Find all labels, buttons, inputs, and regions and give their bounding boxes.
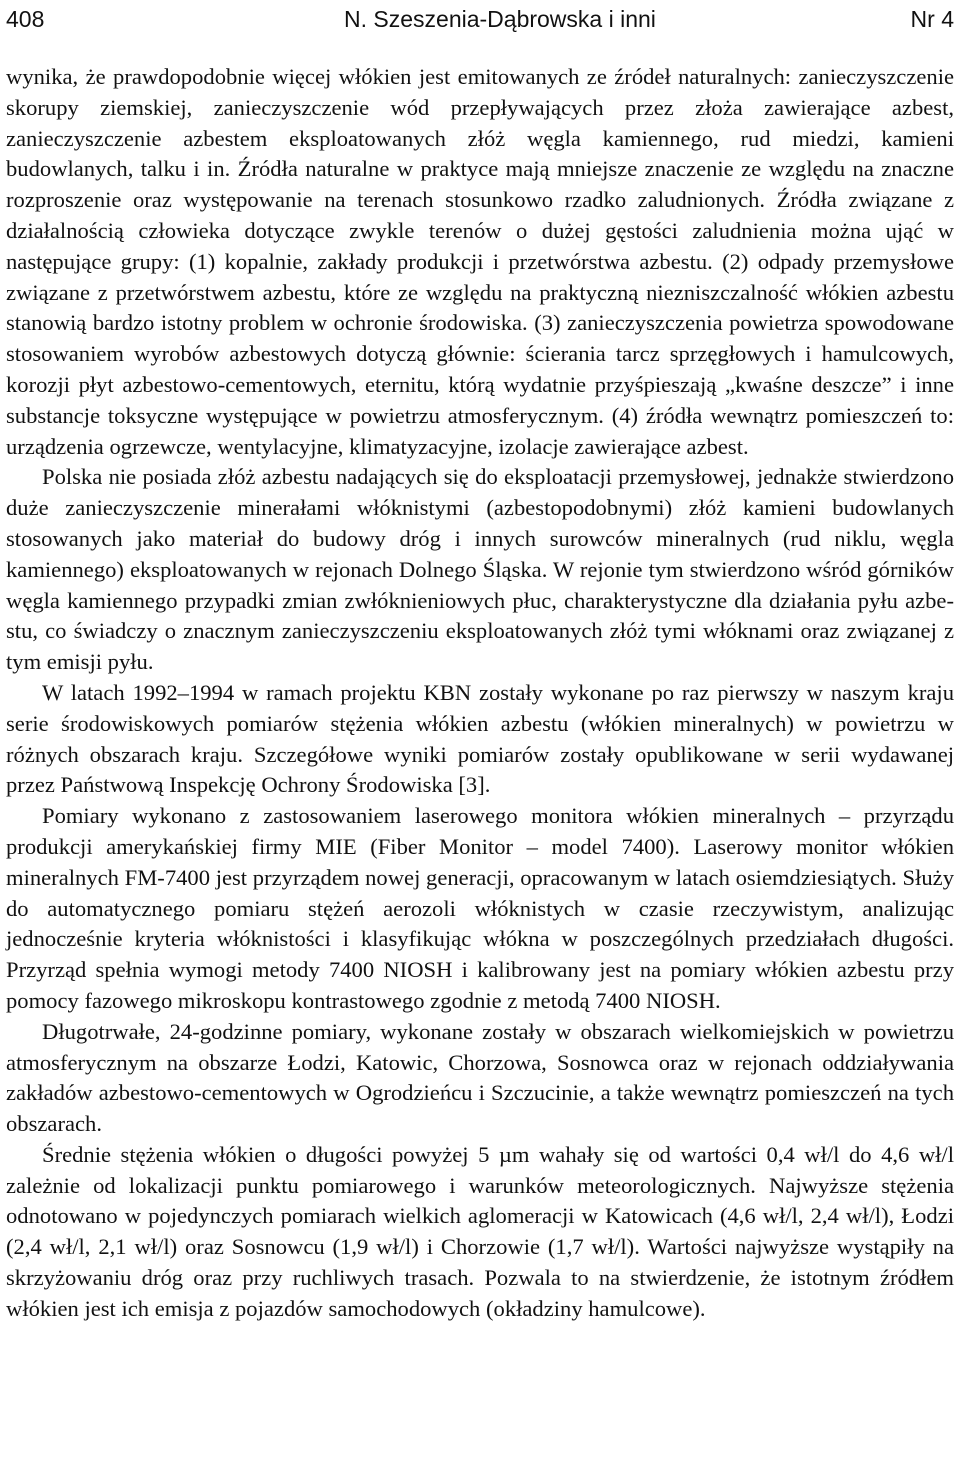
- paragraph-sources: wynika, że prawdopodobnie więcej włókien jest emitowanych ze źródeł naturalnych: zanieczyszczenie skorupy ziemskiej, zanieczyszczenie wód przepływających przez złoża zawierające azbest, zanieczyszczenie azbestem eksploatowanych złóż węgla kamiennego, rud miedzi, kamieni budowlanych, talku i in. Źródła naturalne w praktyce mają mniejsze znaczenie ze względu na znaczne rozproszenie oraz występowanie na terenach stosunkowo rzadko zaludnionych. Źródła związane z działalnością człowieka dotyczące zwykle terenów o dużej gęstości zaludnienia można ująć w następujące grupy: (1) kopalnie, zakłady produkcji i przetwórstwa azbestu. (2) odpady przemysłowe związane z przetwórstwem azbestu, które ze względu na praktyczną niezniszczalność włókien azbestu stanowią bardzo istotny problem w ochronie środowiska. (3) zanieczyszczenia powietrza spowodowane stosowaniem wyrobów azbestowych dotyczą głównie: ścierania tarcz sprzęgłowych i hamulcowych, korozji płyt azbestowo-cementowych, eternitu, którą wydatnie przyśpieszają „kwaśne deszcze” i inne substancje toksyczne występujące w powietrzu atmosferycznym. (4) źródła wewnątrz pomieszczeń to: urządzenia ogrzewcze, wentylacyjne, klimatyzacyjne, izolacje zawierające azbest.: [6, 64, 954, 459]
- paragraph-poland-deposits: Polska nie posiada złóż azbestu nadających się do eksploatacji przemysłowej, jednakże stwierdzono duże zanieczyszczenie minerałami włóknistymi (azbestopodobnymi) złóż kamieni budowlanych stosowanych jako materiał do budowy dróg i innych surowców mineralnych (rud niklu, węgla kamiennego) eksploatowanych w rejonach Dolnego Śląska. W rejonie tym stwierdzono wśród górników węgla kamiennego przypadki zmian zwłóknieniowych płuc, charakterystyczne dla działania pyłu azbestu, co świadczy o znacznym zanieczyszczeniu eksploatowanych złóż tymi włóknami oraz związanej z tym emisji pyłu.: [6, 464, 954, 675]
- page-number: 408: [6, 6, 45, 32]
- page: [6, 0, 954, 1325]
- issue-number: Nr 4: [910, 6, 954, 32]
- paragraph-long-term-measurements: Długotrwałe, 24-godzinne pomiary, wykonane zostały w obszarach wielkomiejskich w powietrzu atmosferycznym na obszarze Łodzi, Katowic, Chorzowa, Sosnowca oraz w rejonach oddziaływania zakładów azbestowo-cementowych w Ogrodzieńcu i Szczucinie, a także wewnątrz pomieszczeń na tych obszarach.: [6, 1018, 954, 1137]
- running-head: [6, 4, 954, 40]
- paragraph-kbn-project: W latach 1992–1994 w ramach projektu KBN zostały wykonane po raz pierwszy w naszym kraju serie środowiskowych pomiarów stężenia włókien azbestu (włókien mineralnych) w powietrzu w różnych obszarach kraju. Szczegółowe wyniki pomiarów zostały opublikowane w serii wydawanej przez Państwową Inspekcję Ochrony Środowiska [3].: [6, 679, 954, 798]
- paragraph-measurement-method: Pomiary wykonano z zastosowaniem laserowego monitora włókien mineralnych – przyrządu produkcji amerykańskiej firmy MIE (Fiber Monitor – model 7400). Laserowy monitor włókien mineralnych FM-7400 jest przyrządem nowej generacji, opracowanym w latach osiemdziesiątych. Służy do automatycznego pomiaru stężeń aerozoli włóknistych w czasie rzeczywistym, analizując jednocześnie kryteria włóknistości i klasyfikując włókna w poszczególnych przedziałach długości. Przyrząd spełnia wymogi metody 7400 NIOSH i kalibrowany jest na pomiary włókien azbestu przy pomocy fazowego mikroskopu kontrastowego zgodnie z metodą 7400 NIOSH.: [6, 803, 954, 1013]
- running-head-authors: N. Szeszenia-Dąbrowska i inni: [344, 6, 656, 32]
- paragraph-results: Średnie stężenia włókien o długości powyżej 5 µm wahały się od wartości 0,4 wł/l do 4,6 wł/l zależnie od lokalizacji punktu pomiarowego i warunków meteorologicznych. Najwyższe stężenia odnotowano w pojedynczych pomiarach wielkich aglomeracji w Katowicach (4,6 wł/l, 2,4 wł/l), Łodzi (2,4 wł/l, 2,1 wł/l) oraz Sosnowcu (1,9 wł/l) i Chorzowie (1,7 wł/l). Wartości najwyższe wystąpiły na skrzyżowaniu dróg oraz przy ruchliwych trasach. Pozwala to na stwierdzenie, że istotnym źródłem włókien jest ich emisja z pojazdów samochodowych (okładziny hamulcowe).: [6, 1141, 954, 1321]
- body-text: [6, 62, 954, 1325]
